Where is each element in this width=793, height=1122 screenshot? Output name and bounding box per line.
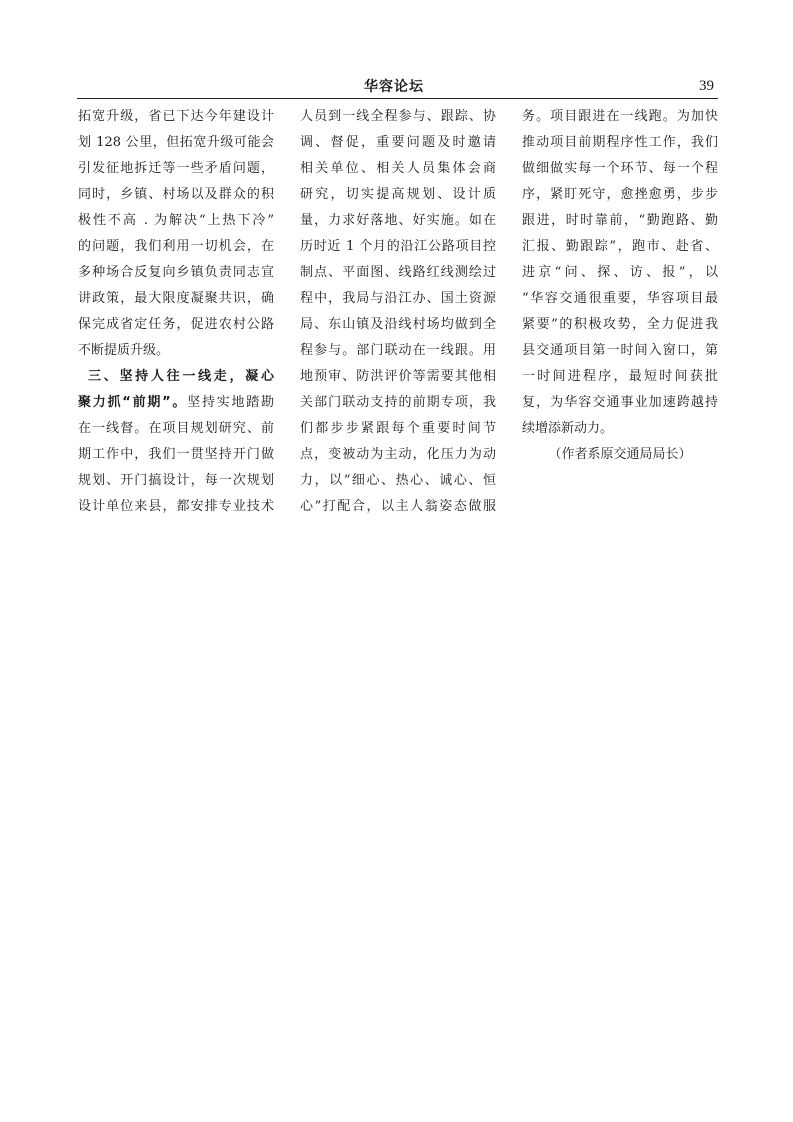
text-column-3 <box>522 104 718 468</box>
text-line: 的问题，我们利用一切机会，在 <box>78 239 274 254</box>
text-line: 推动项目前期程序性工作，我们 <box>522 135 718 150</box>
author-note: （作者系原交通局局长） <box>548 447 692 462</box>
text-line: 极性不高 . 为解决“上热下冷” <box>78 213 274 228</box>
text-line: 们都步步紧跟每个重要时间节 <box>300 421 496 436</box>
text-line: 保完成省定任务，促进农村公路 <box>78 317 274 332</box>
text-line: 引发征地拆迁等一些矛盾问题， <box>78 161 274 176</box>
text-line: 一时间进程序，最短时间获批 <box>522 369 718 384</box>
text-line: 多种场合反复向乡镇负责同志宣 <box>78 265 274 280</box>
text-line: 相关单位、相关人员集体会商 <box>300 161 496 176</box>
text-column-1 <box>78 104 274 520</box>
text-line: “华容交通很重要，华容项目最 <box>522 291 718 306</box>
text-line: 紧要”的积极攻势，全力促进我 <box>522 317 718 332</box>
text-line: 做细做实每一个环节、每一个程 <box>522 161 718 176</box>
text-line: 务。项目跟进在一线跑。为加快 <box>522 109 718 124</box>
text-line: 跟进，时时靠前，“勤跑路、勤 <box>522 213 718 228</box>
text-line: 规划、开门搞设计，每一次规划 <box>78 473 274 488</box>
text-line: 量，力求好落地、好实施。如在 <box>300 213 496 228</box>
text-line: 地预审、防洪评价等需要其他相 <box>300 369 496 384</box>
text-line: 同时，乡镇、村场以及群众的积 <box>78 187 274 202</box>
text-line: 序，紧盯死守，愈挫愈勇，步步 <box>522 187 718 202</box>
text-line: 程参与。部门联动在一线跟。用 <box>300 343 496 358</box>
text-line: 县交通项目第一时间入窗口，第 <box>522 343 718 358</box>
text-line: 期工作中，我们一贯坚持开门做 <box>78 447 274 462</box>
text-line: 拓宽升级，省已下达今年建设计 <box>78 109 274 124</box>
text-line: 点，变被动为主动，化压力为动 <box>300 447 496 462</box>
text-line: 心”打配合，以主人翁姿态做服 <box>300 499 496 514</box>
text-line: 划 128 公里，但拓宽升级可能会 <box>78 135 274 150</box>
text-line: 续增添新动力。 <box>522 421 614 436</box>
text-line: 汇报、勤跟踪”，跑市、赴省、 <box>522 239 718 254</box>
text-line: 人员到一线全程参与、跟踪、协 <box>300 109 496 124</box>
text-line: 不断提质升级。 <box>78 343 170 358</box>
header-rule <box>77 98 718 99</box>
text-line: 调、督促，重要问题及时邀请 <box>300 135 496 150</box>
text-line: 复，为华容交通事业加速跨越持 <box>522 395 718 410</box>
section-heading-rest: 坚持实地踏勘 <box>187 395 274 410</box>
text-line: 讲政策，最大限度凝聚共识，确 <box>78 291 274 306</box>
text-line: 在一线督。在项目规划研究、前 <box>78 421 274 436</box>
text-line: 历时近 1 个月的沿江公路项目控 <box>300 239 496 254</box>
header-title: 华容论坛 <box>364 79 424 95</box>
text-line: 关部门联动支持的前期专项，我 <box>300 395 496 410</box>
text-column-2 <box>300 104 496 520</box>
text-line: 力，以“细心、热心、诚心、恒 <box>300 473 496 488</box>
text-line: 进京“问、探、访、报”，以 <box>522 265 718 280</box>
text-line: 设计单位来县，都安排专业技术 <box>78 499 274 514</box>
text-line: 研究，切实提高规划、设计质 <box>300 187 496 202</box>
section-heading-line <box>78 390 274 416</box>
section-heading: 三、坚持人往一线走，凝心 <box>88 369 274 384</box>
page-number: 39 <box>699 78 714 94</box>
text-line: 局、东山镇及沿线村场均做到全 <box>300 317 496 332</box>
section-heading-bold: 聚力抓“前期”。 <box>78 395 188 410</box>
text-line: 制点、平面图、线路红线测绘过 <box>300 265 496 280</box>
text-line: 程中，我局与沿江办、国土资源 <box>300 291 496 306</box>
